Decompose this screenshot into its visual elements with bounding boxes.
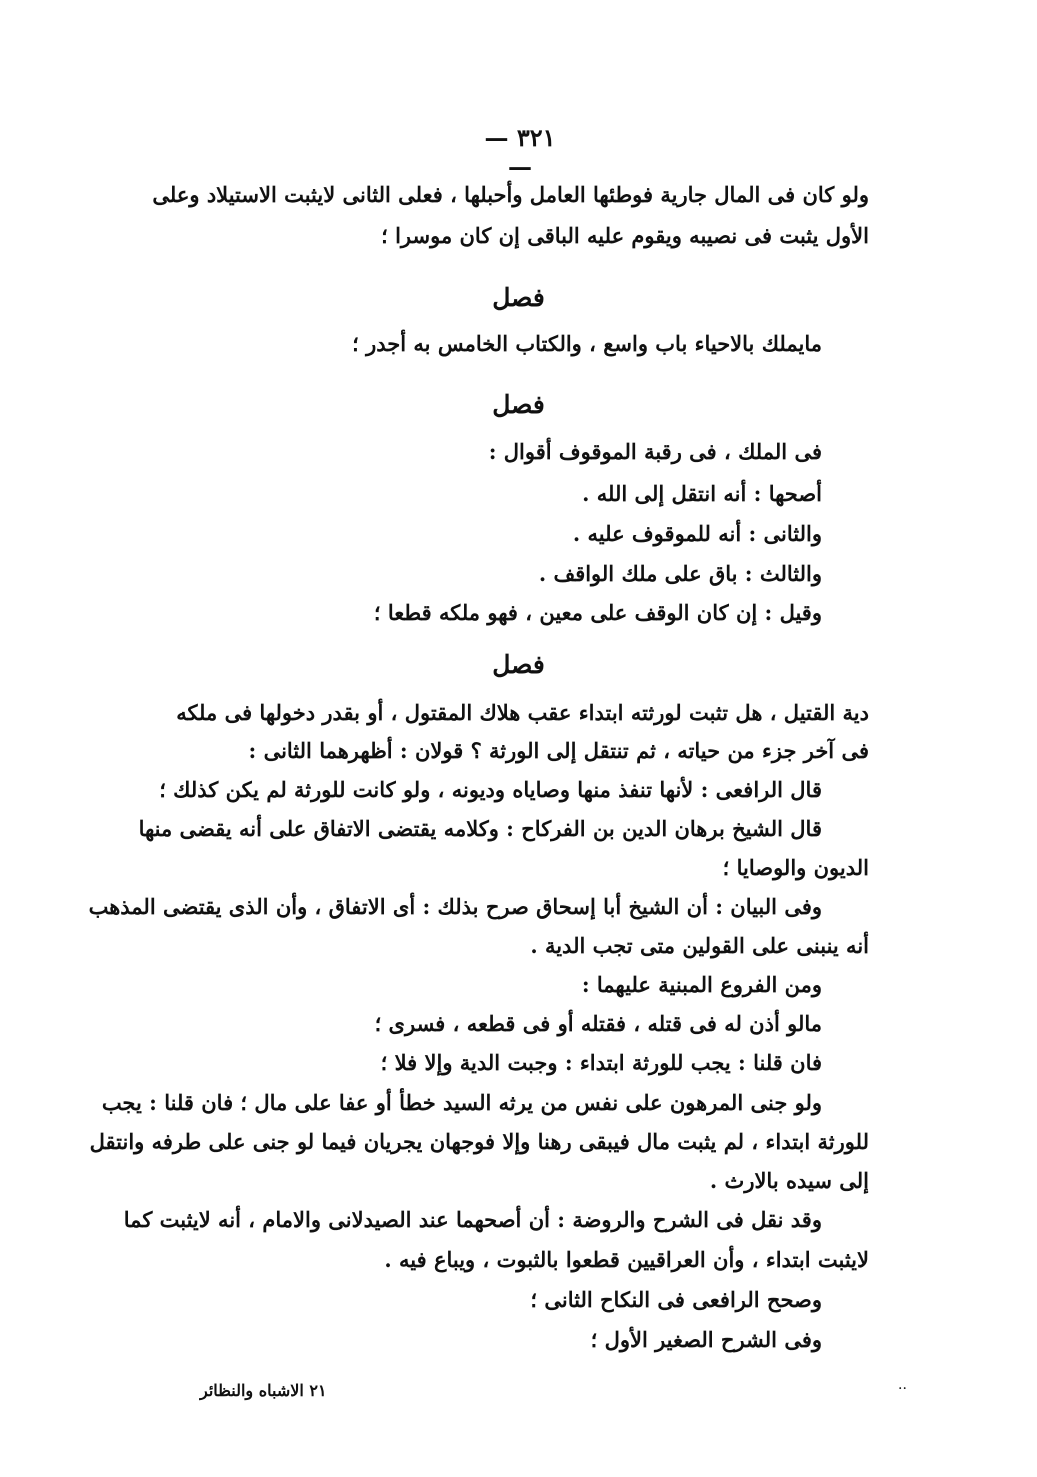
text-line: للورثة ابتداء ، لم يثبت مال فيبقى رهنا وإلا فوجهان يجريان فيما لو جنى على طرفه وانتقل <box>89 1129 869 1154</box>
text-line: ولو جنى المرهون على نفس من يرثه السيد خطأ أو عفا على مال ؛ فان قلنا : يجب <box>101 1090 822 1115</box>
text-line: والثالث : باق على ملك الواقف . <box>538 561 822 586</box>
margin-dots: ·· <box>898 1381 907 1397</box>
text-line: وفى الشرح الصغير الأول ؛ <box>590 1327 822 1352</box>
text-line: فى الملك ، فى رقبة الموقوف أقوال : <box>488 439 822 464</box>
text-line: الأول يثبت فى نصيبه ويقوم عليه الباقى إن كان موسرا ؛ <box>381 223 869 248</box>
section-heading: فصل <box>492 390 545 419</box>
footer-signature: ٢١ الاشباه والنظائر <box>200 1381 327 1400</box>
section-heading: فصل <box>492 650 545 679</box>
text-line: دية القتيل ، هل تثبت لورثته ابتداء عقب هلاك المقتول ، أو بقدر دخولها فى ملكه <box>176 700 869 725</box>
text-line: الديون والوصايا ؛ <box>722 855 869 880</box>
page-number: — ٣٢١ — <box>484 123 556 181</box>
text-line: ولو كان فى المال جارية فوطئها العامل وأحبلها ، فعلى الثانى لايثبت الاستيلاد وعلى <box>152 182 869 207</box>
text-line: إلى سيده بالارث . <box>709 1168 869 1193</box>
text-line: فى آخر جزء من حياته ، ثم تنتقل إلى الورثة ؟ قولان : أظهرهما الثانى : <box>248 738 869 763</box>
text-line: والثانى : أنه للموقوف عليه . <box>572 521 822 546</box>
text-line: قال الشيخ برهان الدين بن الفركاح : وكلامه يقتضى الاتفاق على أنه يقضى منها <box>138 816 822 841</box>
section-heading: فصل <box>492 283 545 312</box>
text-line: وفى البيان : أن الشيخ أبا إسحاق صرح بذلك : أى الاتفاق ، وأن الذى يقتضى المذهب <box>88 894 822 919</box>
text-line: مالو أذن له فى قتله ، فقتله أو فى قطعه ، فسرى ؛ <box>374 1011 822 1036</box>
text-line: فان قلنا : يجب للورثة ابتداء : وجبت الدية وإلا فلا ؛ <box>380 1050 822 1075</box>
text-line: ومن الفروع المبنية عليهما : <box>581 972 822 997</box>
text-line: وقيل : إن كان الوقف على معين ، فهو ملكه قطعا ؛ <box>373 600 822 625</box>
text-line: قال الرافعى : لأنها تنفذ منها وصاياه وديونه ، ولو كانت للورثة لم يكن كذلك ؛ <box>159 777 822 802</box>
text-line: لايثبت ابتداء ، وأن العراقيين قطعوا بالثبوت ، ويباع فيه . <box>384 1247 869 1272</box>
text-line: أصحها : أنه انتقل إلى الله . <box>582 481 822 506</box>
text-line: وقد نقل فى الشرح والروضة : أن أصحهما عند الصيدلانى والامام ، أنه لايثبت كما <box>123 1207 822 1232</box>
text-line: مايملك بالاحياء باب واسع ، والكتاب الخامس به أجدر ؛ <box>352 331 822 356</box>
text-line: أنه ينبنى على القولين متى تجب الدية . <box>530 933 869 958</box>
text-line: وصحح الرافعى فى النكاح الثانى ؛ <box>530 1287 822 1312</box>
